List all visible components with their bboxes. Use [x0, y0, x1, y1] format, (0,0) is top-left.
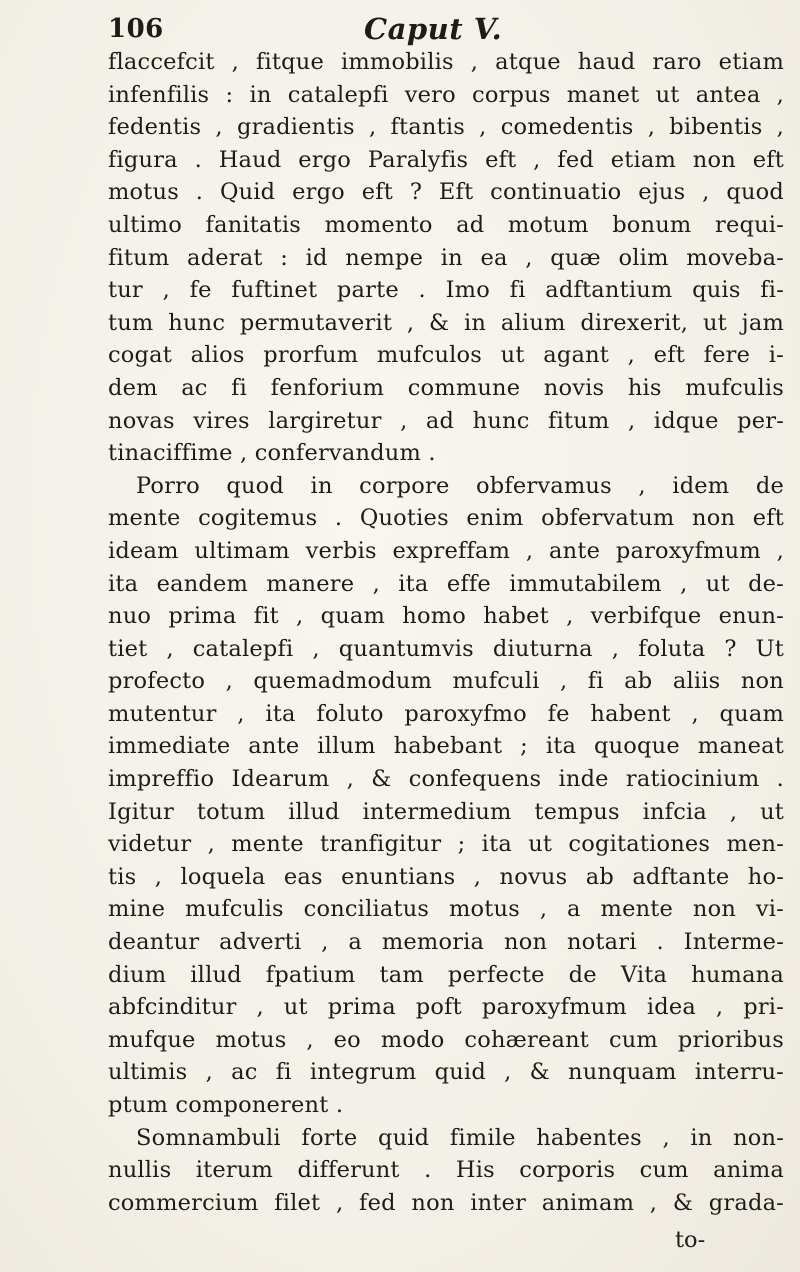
text-line: nuo prima fit , quam homo habet , verbifque enun- — [108, 603, 784, 630]
text-line: ita eandem manere , ita effe immutabilem , ut de- — [108, 570, 784, 597]
text-line: novas vires largiretur , ad hunc fitum , idque per- — [108, 407, 784, 434]
text-line: profecto , quemadmodum mufculi , fi ab aliis non — [108, 668, 784, 695]
text-line: dem ac fi fenforium commune novis his mufculis — [108, 374, 784, 401]
text-line: videtur , mente tranfigitur ; ita ut cogitationes men- — [108, 831, 784, 858]
running-head: Caput V. — [364, 12, 503, 46]
text-line: mente cogitemus . Quoties enim obfervatum non eft — [108, 505, 784, 532]
text-line: cogat alios prorfum mufculos ut agant , eft fere i- — [108, 342, 784, 369]
text-line: immediate ante illum habebant ; ita quoque maneat — [108, 733, 784, 760]
text-line: tis , loquela eas enuntians , novus ab adftante ho- — [108, 863, 784, 890]
page-header — [108, 8, 728, 44]
text-line: infenfilis : in catalepfi vero corpus manet ut antea , — [108, 81, 784, 108]
text-line: Igitur totum illud intermedium tempus infcia , ut — [108, 798, 784, 825]
text-line: fitum aderat : id nempe in ea , quæ olim moveba- — [108, 244, 784, 271]
text-line: ideam ultimam verbis expreffam , ante paroxyfmum , — [108, 537, 784, 564]
text-line: tum hunc permutaverit , & in alium direxerit, ut jam — [108, 309, 784, 336]
text-line: deantur adverti , a memoria non notari . Interme- — [108, 929, 784, 956]
text-line: commercium filet , fed non inter animam , & grada- — [108, 1189, 784, 1216]
paragraph-start-line: Porro quod in corpore obfervamus , idem de — [136, 472, 784, 499]
text-line: tiet , catalepfi , quantumvis diuturna , foluta ? Ut — [108, 635, 784, 662]
paragraph-end-line: ptum componerent . — [108, 1092, 344, 1118]
text-line: impreffio Idearum , & confequens inde ratiocinium . — [108, 766, 784, 793]
text-line: motus . Quid ergo eft ? Eft continuatio ejus , quod — [108, 179, 784, 206]
text-line: flaccefcit , fitque immobilis , atque haud raro etiam — [108, 49, 784, 75]
text-line: dium illud fpatium tam perfecte de Vita humana — [108, 961, 784, 988]
text-line: ultimis , ac fi integrum quid , & nunquam interru- — [108, 1059, 784, 1086]
catchword: to- — [675, 1227, 706, 1253]
paragraph-end-line: tinaciffime , confervandum . — [108, 440, 436, 467]
page-number: 106 — [108, 14, 164, 44]
text-line: mine mufculis conciliatus motus , a mente non vi- — [108, 896, 784, 923]
paragraph-start-line: Somnambuli forte quid fimile habentes , in non- — [136, 1124, 784, 1151]
text-line: mufque motus , eo modo cohæreant cum prioribus — [108, 1026, 784, 1053]
text-line: figura . Haud ergo Paralyfis eft , fed etiam non eft — [108, 146, 784, 173]
text-line: abfcinditur , ut prima poft paroxyfmum idea , pri- — [108, 994, 784, 1021]
text-line: tur , fe fuftinet parte . Imo fi adftantium quis fi- — [108, 277, 784, 304]
text-line: mutentur , ita foluto paroxyfmo fe habent , quam — [108, 700, 784, 727]
text-line: fedentis , gradientis , ftantis , comedentis , bibentis , — [108, 114, 784, 141]
text-line: nullis iterum differunt . His corporis cum anima — [108, 1157, 784, 1184]
body-text — [108, 46, 784, 1219]
text-line: ultimo fanitatis momento ad motum bonum requi- — [108, 211, 784, 238]
